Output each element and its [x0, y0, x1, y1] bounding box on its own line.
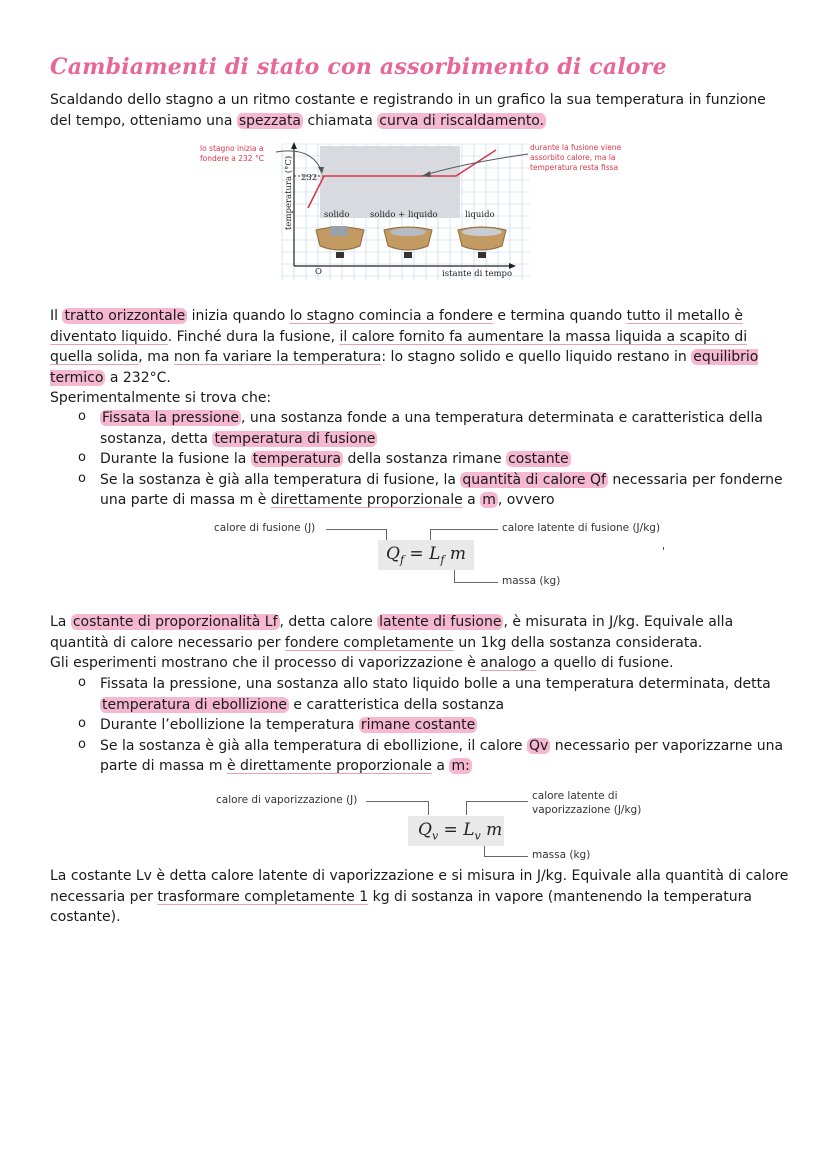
text: a 232°C. [105, 369, 171, 386]
formula-expression: $Q_v = L_v$ m [418, 820, 503, 843]
underline: fondere completamente [284, 634, 454, 651]
text: necessaria per fonderne una parte di massa m è [100, 471, 783, 508]
connector [454, 570, 455, 582]
connector [484, 856, 528, 857]
highlight: temperatura di ebollizione [102, 696, 287, 713]
text: Durante la fusione la [100, 451, 251, 467]
list-item [72, 674, 784, 715]
underline: è direttamente proporzionale [226, 758, 432, 774]
text: a quello di fusione. [536, 655, 674, 671]
underline: il calore fornito fa aumentare la massa liquida a scapito di quella solida [50, 328, 748, 365]
highlight: m [482, 492, 496, 508]
heating-curve-figure [190, 140, 650, 282]
text: a [462, 492, 481, 508]
formula-label-latent-2: vaporizzazione (J/kg) [532, 804, 642, 816]
text: necessario per vaporizzarne una parte di massa m [100, 737, 784, 774]
text: Se la sostanza è già alla temperatura di ebollizione, il calore [100, 737, 527, 754]
paragraph-experiment: Sperimentalmente si trova che: [50, 390, 272, 406]
note-left-line-2: fondere a 232 °C [200, 154, 264, 163]
connector [428, 801, 429, 815]
highlight: Qv [528, 737, 549, 754]
text: , una sostanza fonde a una temperatura determinata e caratteristica della sostanza, detta [100, 410, 763, 447]
crucible-liquid-image [458, 227, 506, 258]
note-right-line-3: temperatura resta fissa [530, 163, 619, 172]
formula-label-mass: massa (kg) [532, 849, 591, 861]
connector [484, 846, 485, 856]
text: a [431, 758, 450, 774]
text: della sostanza rimane [343, 451, 507, 467]
text: e termina quando [492, 308, 627, 324]
phase-label-solid: solido [324, 210, 350, 220]
highlight: tratto orizzontale [64, 308, 186, 324]
left-note-arrow [276, 151, 322, 172]
note-right-line-1: durante la fusione viene [530, 143, 622, 152]
formula-label-mass: massa (kg) [502, 575, 561, 587]
text: Gli esperimenti mostrano che il processo di vaporizzazione è [50, 655, 481, 671]
formula-label-heat: calore di vaporizzazione (J) [216, 794, 358, 806]
paragraph-latent-vaporization [50, 866, 790, 928]
highlight: costante [508, 451, 569, 467]
crucible-solid-image [316, 226, 364, 258]
underline: trasformare completamente 1 [157, 888, 369, 905]
highlight: curva di riscaldamento. [379, 112, 545, 129]
text: , ovvero [497, 492, 555, 508]
crucible-melting-image [384, 227, 432, 258]
text: kg di sostanza in vapore (mantenendo la temperatura costante). [50, 888, 752, 925]
highlight: equilibrio termico [50, 349, 759, 386]
list-item [72, 470, 784, 511]
y-tick-232: 232 [301, 173, 318, 183]
connector [466, 801, 528, 802]
stray-mark: ' [662, 546, 665, 558]
formula-expression: $Q_f = L_f$ m [386, 544, 466, 567]
highlight: costante di proporzionalità Lf [72, 614, 278, 630]
highlight: quantità di calore Qf [462, 471, 606, 488]
highlight: Fissata la pressione [102, 410, 240, 426]
paragraph-latent-fusion [50, 612, 790, 653]
highlight: temperatura di fusione [214, 430, 376, 447]
vaporization-list [72, 674, 784, 777]
text: Se la sostanza è già alla temperatura di fusione, la [100, 471, 461, 488]
underline: direttamente proporzionale [270, 492, 463, 508]
y-axis-arrow [291, 142, 297, 149]
connector [326, 529, 386, 530]
formula-label-latent-1: calore latente di [532, 790, 618, 802]
paragraph-vaporization [50, 653, 790, 674]
text: e caratteristica della sostanza [288, 696, 505, 713]
x-axis-label: istante di tempo [442, 269, 513, 279]
list-item [72, 449, 784, 470]
intro-paragraph [50, 90, 790, 131]
note-left-line-1: lo stagno inizia a [200, 144, 264, 153]
vaporization-formula [212, 790, 672, 866]
fusion-band [320, 146, 460, 218]
text: , detta calore [279, 614, 378, 630]
text: Fissata la pressione, una sostanza allo stato liquido bolle a una temperatura determinata, detta [100, 676, 771, 692]
text: , è misurata in J/kg. Equivale alla quantità di calore necessario per [50, 614, 734, 651]
origin-label: O [315, 267, 322, 277]
text: , ma [138, 349, 174, 365]
connector [430, 529, 498, 530]
paragraph-fusion [50, 306, 790, 388]
underline: analogo [480, 655, 537, 671]
highlight: m: [451, 758, 470, 774]
text: chiamata [303, 112, 378, 129]
connector [466, 801, 467, 815]
highlight: temperatura [252, 451, 342, 467]
text: un 1kg della sostanza considerata. [453, 634, 703, 651]
list-item [72, 715, 784, 736]
connector [454, 582, 498, 583]
formula-label-heat: calore di fusione (J) [214, 522, 316, 534]
fusion-formula [210, 520, 680, 592]
text: Durante l’ebollizione la temperatura [100, 717, 359, 733]
page-title: Cambiamenti di stato con assorbimento di calore [50, 54, 667, 80]
phase-label-liquid: liquido [465, 210, 495, 220]
connector [366, 801, 428, 802]
formula-label-latent: calore latente di fusione (J/kg) [502, 522, 661, 534]
y-axis-label: temperatura (°C) [284, 155, 294, 230]
note-right-line-2: assorbito calore, ma la [530, 153, 616, 162]
text: Scaldando dello stagno a un ritmo costante e registrando in un grafico la sua temperatura in funzione del tempo, otteniamo una [50, 92, 766, 129]
list-item [72, 736, 784, 777]
phase-label-solid-liquid: solido + liquido [370, 210, 438, 220]
underline: lo stagno comincia a fondere [289, 308, 493, 324]
text: Il [50, 308, 63, 324]
text: . Finché dura la fusione, [167, 328, 340, 345]
highlight: spezzata [238, 112, 302, 129]
underline: non fa variare la temperatura [173, 349, 382, 365]
list-item [72, 408, 784, 449]
underline: tutto il metallo è diventato liquido [50, 308, 743, 345]
text: La [50, 614, 71, 630]
highlight: rimane costante [360, 717, 476, 733]
text: : lo stagno solido e quello liquido restano in [381, 349, 692, 365]
fusion-list [72, 408, 784, 511]
highlight: latente di fusione [379, 614, 502, 630]
text: inizia quando [187, 308, 290, 324]
heating-curve-svg [190, 140, 650, 282]
text: La costante Lv è detta calore latente di vaporizzazione e si misura in J/kg. Equivale alla quantità di calore necessaria per [50, 868, 789, 905]
